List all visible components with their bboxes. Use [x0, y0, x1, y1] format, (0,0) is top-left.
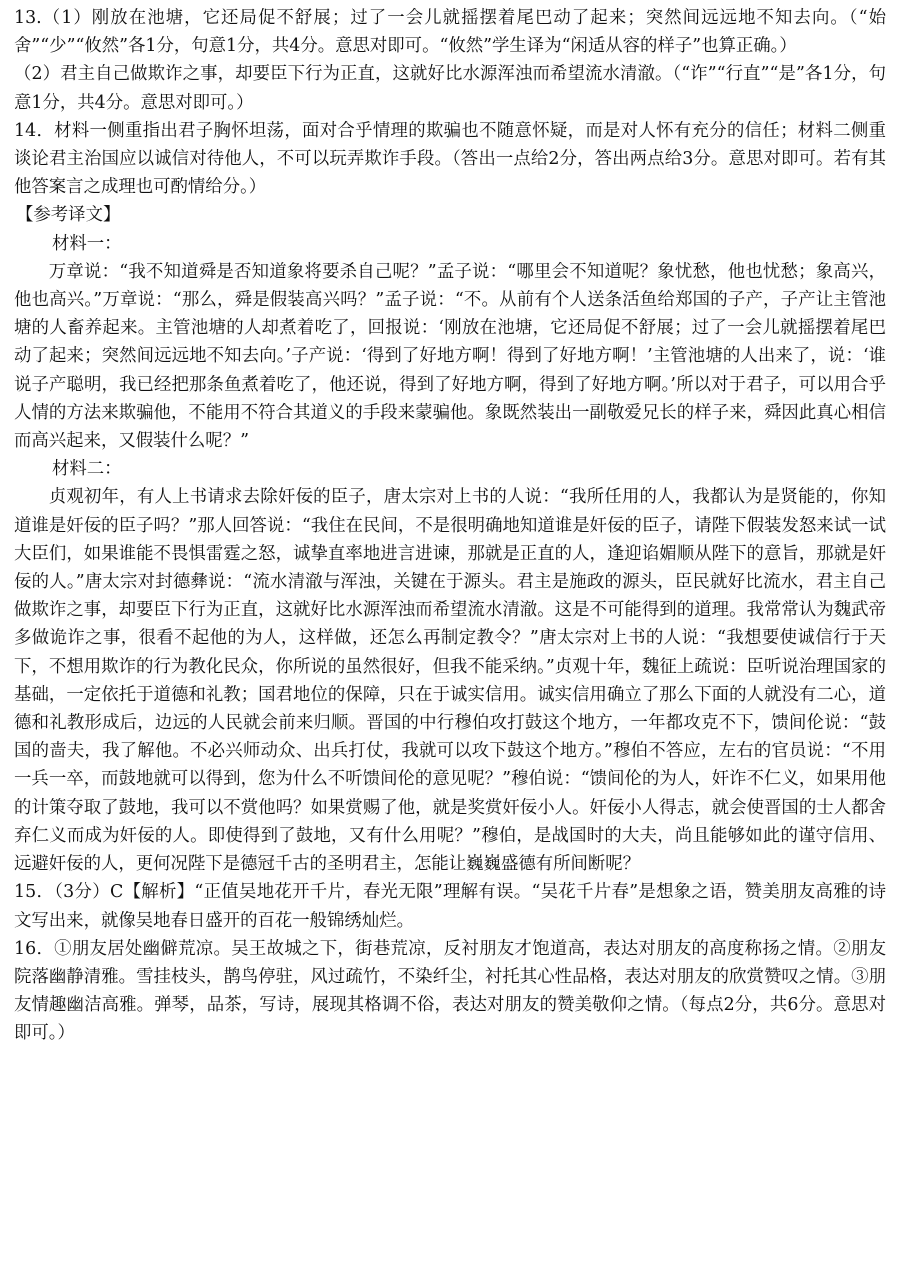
answer-13-part1: 13.（1）刚放在池塘，它还局促不舒展；过了一会儿就摇摆着尾巴动了起来；突然间远远地不知去向。（“始舍”“少”“攸然”各1分，句意1分，共4分。意思对即可。“攸然”学生译为“闲适从容的样子”也算正确。） [14, 8, 886, 57]
translation-heading: 【参考译文】 [16, 205, 121, 226]
material-2-translation: 贞观初年，有人上书请求去除奸佞的臣子，唐太宗对上书的人说：“我所任用的人，我都认为是贤能的，你知道谁是奸佞的臣子吗？”那人回答说：“我住在民间，不是很明确地知道谁是奸佞的臣子，请陛下假装发怒来试一试大臣们，如果谁能不畏惧雷霆之怒，诚挚直率地进言进谏，那就是正直的人，逢迎谄媚顺从陛下的意旨，那就是奸佞的人。”唐太宗对封德彝说：“流水清澈与浑浊，关键在于源头。君主是施政的源头，臣民就好比流水，君主自己做欺诈之事，却要臣下行为正直，这就好比水源浑浊而希望流水清澈。这是不可能得到的道理。我常常认为魏武帝多做诡诈之事，很看不起他的为人，这样做，还怎么再制定教令？”唐太宗对上书的人说：“我想要使诚信行于天下，不想用欺诈的行为教化民众，你所说的虽然很好，但我不能采纳。”贞观十年，魏征上疏说：臣听说治理国家的基础，一定依托于道德和礼教；国君地位的保障，只在于诚实信用。诚实信用确立了那么下面的人就没有二心，道德和礼教形成后，边远的人民就会前来归顺。晋国的中行穆伯攻打鼓这个地方，一年都攻克不下，馈间伦说：“鼓国的啬夫，我了解他。不必兴师动众、出兵打仗，我就可以攻下鼓这个地方。”穆伯不答应，左右的官员说：“不用一兵一卒，而鼓地就可以得到，您为什么不听馈间伦的意见呢？”穆伯说：“馈间伦的为人，奸诈不仁义，如果用他的计策夺取了鼓地，我可以不赏他吗？如果赏赐了他，就是奖赏奸佞小人。奸佞小人得志，就会使晋国的士人都舍弃仁义而成为奸佞的人。即使得到了鼓地，又有什么用呢？”穆伯，是战国时的大夫，尚且能够如此的谨守信用、远避奸佞的人，更何况陛下是德冠千古的圣明君主，怎能让巍巍盛德有所间断呢？ [14, 487, 886, 875]
answer-16: 16．①朋友居处幽僻荒凉。吴王故城之下，街巷荒凉，反衬朋友才饱道高，表达对朋友的高度称扬之情。②朋友院落幽静清雅。雪挂枝头，鹊鸟停驻，风过疏竹，不染纤尘，衬托其心性品格，表达对朋友的欣赏赞叹之情。③朋友情趣幽洁高雅。弹琴，品茶，写诗，展现其格调不俗，表达对朋友的赞美敬仰之情。（每点2分，共6分。意思对即可。） [14, 938, 886, 1044]
material-2-label: 材料二： [52, 459, 122, 480]
material-1-translation: 万章说：“我不知道舜是否知道象将要杀自己呢？”孟子说：“哪里会不知道呢？象忧愁，他也忧愁；象高兴，他也高兴。”万章说：“那么，舜是假装高兴吗？”孟子说：“不。从前有个人送条活鱼给郑国的子产，子产让主管池塘的人畜养起来。主管池塘的人却煮着吃了，回报说：‘刚放在池塘，它还局促不舒展；过了一会儿就摇摆着尾巴动了起来；突然间远远地不知去向。’子产说：‘得到了好地方啊！得到了好地方啊！’主管池塘的人出来了，说：‘谁说子产聪明，我已经把那条鱼煮着吃了，他还说，得到了好地方啊，得到了好地方啊。’所以对于君子，可以用合乎人情的方法来欺骗他，不能用不符合其道义的手段来蒙骗他。象既然装出一副敬爱兄长的样子来，舜因此真心相信而高兴起来，又假装什么呢？” [14, 261, 886, 452]
material-1-label: 材料一： [52, 233, 122, 254]
answer-14: 14．材料一侧重指出君子胸怀坦荡，面对合乎情理的欺骗也不随意怀疑，而是对人怀有充分的信任；材料二侧重谈论君主治国应以诚信对待他人，不可以玩弄欺诈手段。（答出一点给2分，答出两点给3分。意思对即可。若有其他答案言之成理也可酌情给分。） [14, 120, 886, 198]
answer-13-part2: （2）君主自己做欺诈之事，却要臣下行为正直，这就好比水源浑浊而希望流水清澈。（“诈”“行直”“是”各1分，句意1分，共4分。意思对即可。） [14, 64, 886, 113]
answer-15: 15．（3分）C【解析】“正值吴地花开千片，春光无限”理解有误。“吴花千片春”是想象之语，赞美朋友高雅的诗文写出来，就像吴地春日盛开的百花一般锦绣灿烂。 [14, 882, 886, 931]
